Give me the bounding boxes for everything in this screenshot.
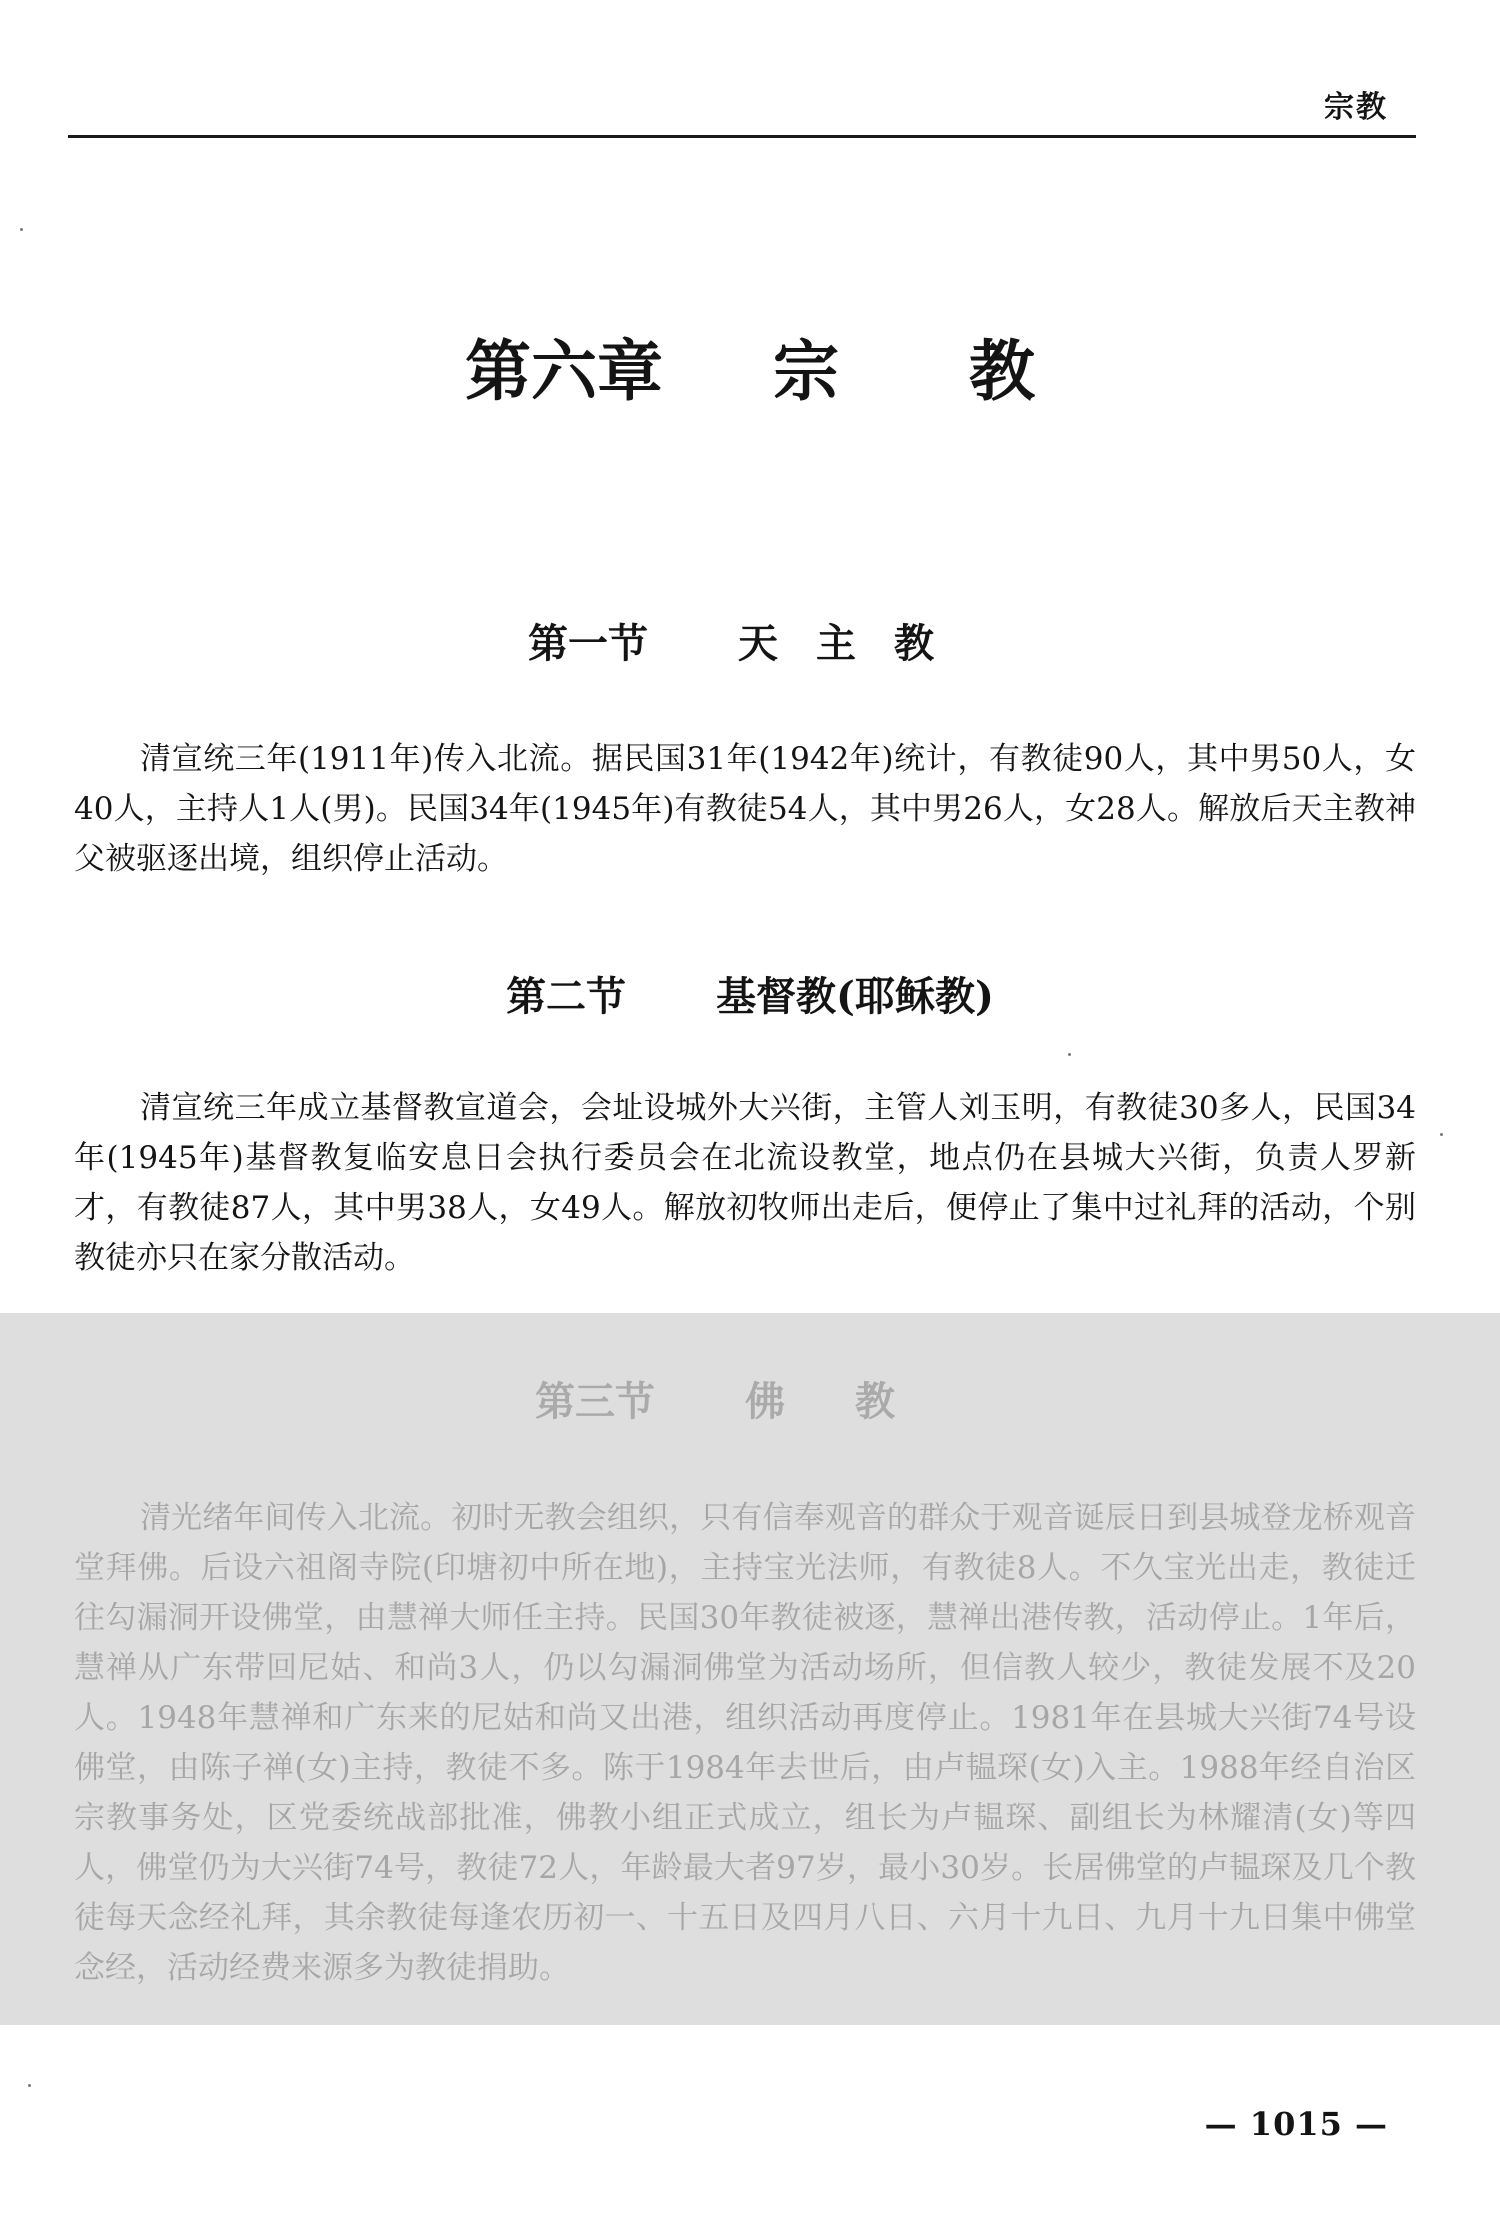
chapter-title-char-2: 教 <box>969 332 1035 410</box>
section-2-number: 第二节 <box>506 973 627 1020</box>
section-1-body: 清宣统三年(1911年)传入北流。据民国31年(1942年)统计，有教徒90人，其中男50人，女40人，主持人1人(男)。民国34年(1945年)有教徒54人，其中男26人，女28人。解放后天主教神父被驱逐出境，组织停止活动。 <box>74 741 1416 877</box>
section-2-body: 清宣统三年成立基督教宣道会，会址设城外大兴街，主管人刘玉明，有教徒30多人，民国34年(1945年)基督教复临安息日会执行委员会在北流设教堂，地点仍在县城大兴街，负责人罗新才，有教徒87人，其中男38人，女49人。解放初牧师出走后，便停止了集中过礼拜的活动，个别教徒亦只在家分散活动。 <box>74 1090 1416 1276</box>
section-3-number: 第三节 <box>535 1378 655 1425</box>
section-3-body: 清光绪年间传入北流。初时无教会组织，只有信奉观音的群众于观音诞辰日到县城登龙桥观音堂拜佛。后设六祖阁寺院(印塘初中所在地)，主持宝光法师，有教徒8人。不久宝光出走，教徒迁往勾漏洞开设佛堂，由慧禅大师任主持。民国30年教徒被逐，慧禅出港传教，活动停止。1年后，慧禅从广东带回尼姑、和尚3人，仍以勾漏洞佛堂为活动场所，但信教人较少，教徒发展不及20人。1948年慧禅和广东来的尼姑和尚又出港，组织活动再度停止。1981年在县城大兴街74号设佛堂，由陈子禅(女)主持，教徒不多。陈于1984年去世后，由卢韫琛(女)入主。1988年经自治区宗教事务处，区党委统战部批准，佛教小组正式成立，组长为卢韫琛、副组长为林耀清(女)等四人，佛堂仍为大兴街74号，教徒72人，年龄最大者97岁，最小30岁。长居佛堂的卢韫琛及几个教徒每天念经礼拜，其余教徒每逢农历初一、十五日及四月八日、六月十九日、九月十九日集中佛堂念经，活动经费来源多为教徒捐助。 <box>74 1500 1416 1986</box>
chapter-number: 第六章 <box>465 332 663 410</box>
scan-speck <box>1068 1053 1071 1056</box>
chapter-title <box>0 318 1500 413</box>
section-1-title: 天主教 <box>738 620 972 667</box>
section-1-heading <box>0 612 1500 669</box>
section-2-heading <box>0 965 1500 1022</box>
section-3-heading <box>0 1370 1500 1427</box>
section-1-number: 第一节 <box>528 620 648 667</box>
page-number: — 1015 — <box>1204 2105 1388 2143</box>
section-2-title: 基督教(耶稣教) <box>716 973 994 1020</box>
running-head: 宗教 <box>1324 90 1388 125</box>
scan-speck <box>28 2084 31 2087</box>
header-rule <box>68 135 1416 138</box>
section-3-title: 佛教 <box>745 1378 965 1425</box>
chapter-title-char-1: 宗 <box>773 332 839 410</box>
scan-speck <box>20 228 23 231</box>
scan-speck <box>1440 1133 1443 1136</box>
